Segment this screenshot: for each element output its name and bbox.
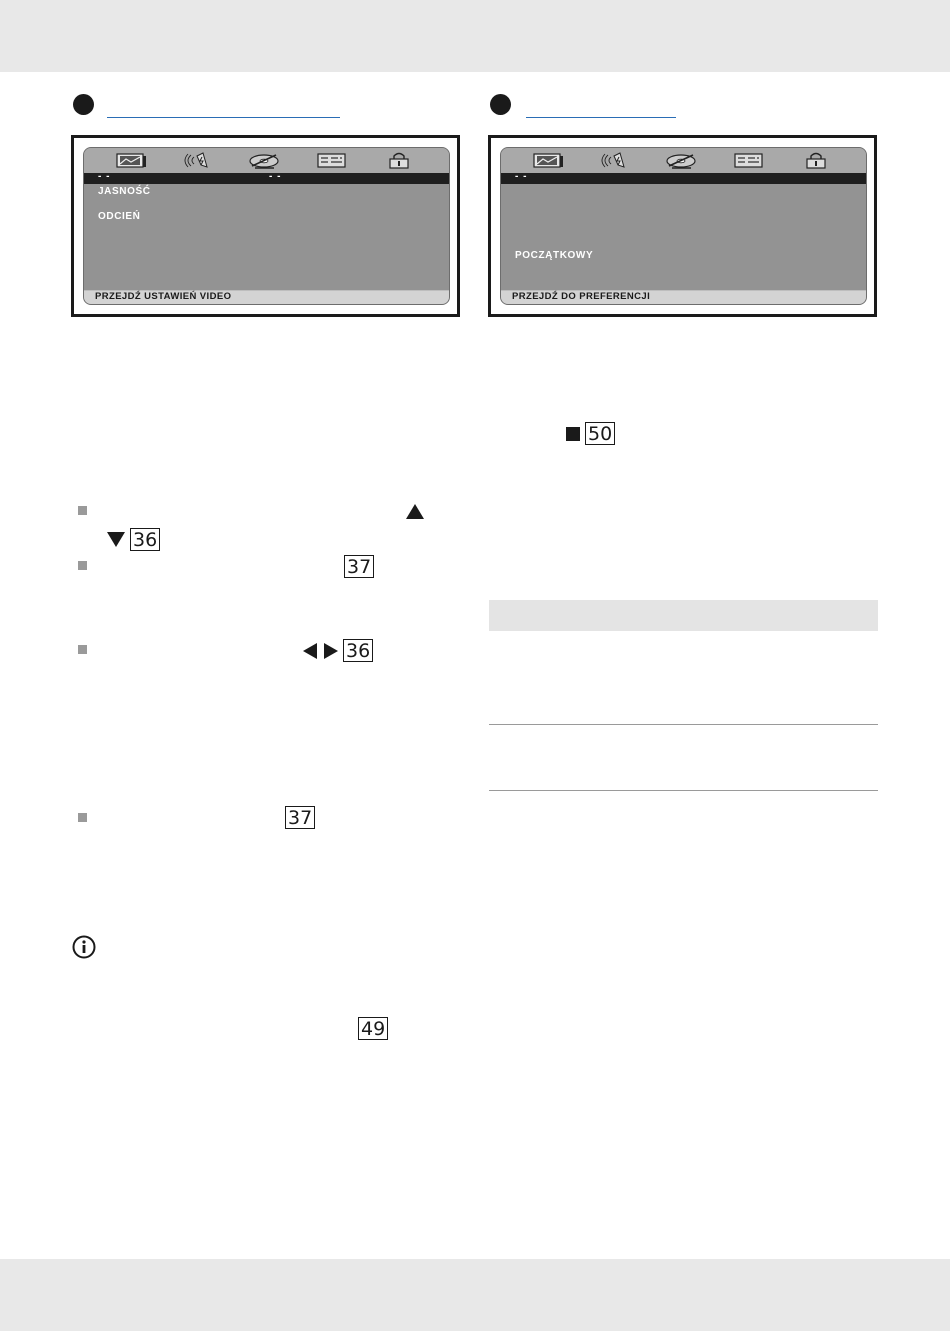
osd-selected-row[interactable] [501, 173, 866, 184]
footer-band [0, 1259, 950, 1331]
osd-panel [83, 147, 450, 305]
table-row-divider [489, 724, 878, 725]
osd-selected-value-left: - - [98, 171, 111, 182]
osd-footer-text: PRZEJDŹ USTAWIEŃ VIDEO [95, 291, 232, 302]
disc-icon [664, 151, 698, 170]
arrow-left-icon [303, 643, 317, 659]
reference-number-49: 49 [358, 1017, 388, 1040]
preference-panel-icon [732, 151, 766, 170]
osd-footer [84, 290, 449, 304]
disc-icon [247, 151, 281, 170]
section-heading-link-right[interactable] [526, 117, 676, 118]
osd-icon-bar [501, 148, 866, 173]
reference-number-36: 36 [343, 639, 373, 662]
osd-icon-bar [84, 148, 449, 173]
list-bullet [78, 813, 87, 822]
osd-selected-value-left: - - [515, 171, 528, 182]
arrow-right-icon [324, 643, 338, 659]
stop-button-symbol [566, 427, 580, 441]
lock-icon [382, 151, 416, 170]
table-header [489, 600, 878, 631]
reference-number-37: 37 [344, 555, 374, 578]
tv-setup-icon [531, 151, 565, 170]
reference-number-36: 36 [130, 528, 160, 551]
reference-number-37: 37 [285, 806, 315, 829]
osd-screenshot-video-setup [71, 135, 460, 317]
osd-item-default[interactable]: POCZĄTKOWY [515, 250, 594, 261]
arrow-down-icon [107, 532, 125, 547]
osd-selected-row[interactable] [84, 173, 449, 184]
osd-footer-text: PRZEJDŹ DO PREFERENCJI [512, 291, 651, 302]
list-bullet [78, 506, 87, 515]
arrow-up-icon [406, 504, 424, 519]
lock-icon [799, 151, 833, 170]
osd-panel [500, 147, 867, 305]
reference-number-50: 50 [585, 422, 615, 445]
info-icon [72, 935, 96, 959]
preference-panel-icon [315, 151, 349, 170]
list-bullet [78, 645, 87, 654]
osd-item-brightness[interactable]: JASNOŚĆ [98, 186, 151, 197]
osd-screenshot-preferences [488, 135, 877, 317]
section-marker-right [490, 94, 511, 115]
osd-footer [501, 290, 866, 304]
osd-selected-value-right: - - [269, 171, 282, 182]
section-heading-link-left[interactable] [107, 117, 340, 118]
osd-item-hue[interactable]: ODCIEŃ [98, 211, 141, 222]
tv-setup-icon [114, 151, 148, 170]
header-band [0, 0, 950, 72]
section-marker-left [73, 94, 94, 115]
list-bullet [78, 561, 87, 570]
table-row-divider [489, 790, 878, 791]
audio-speaker-icon [600, 151, 634, 170]
audio-speaker-icon [183, 151, 217, 170]
